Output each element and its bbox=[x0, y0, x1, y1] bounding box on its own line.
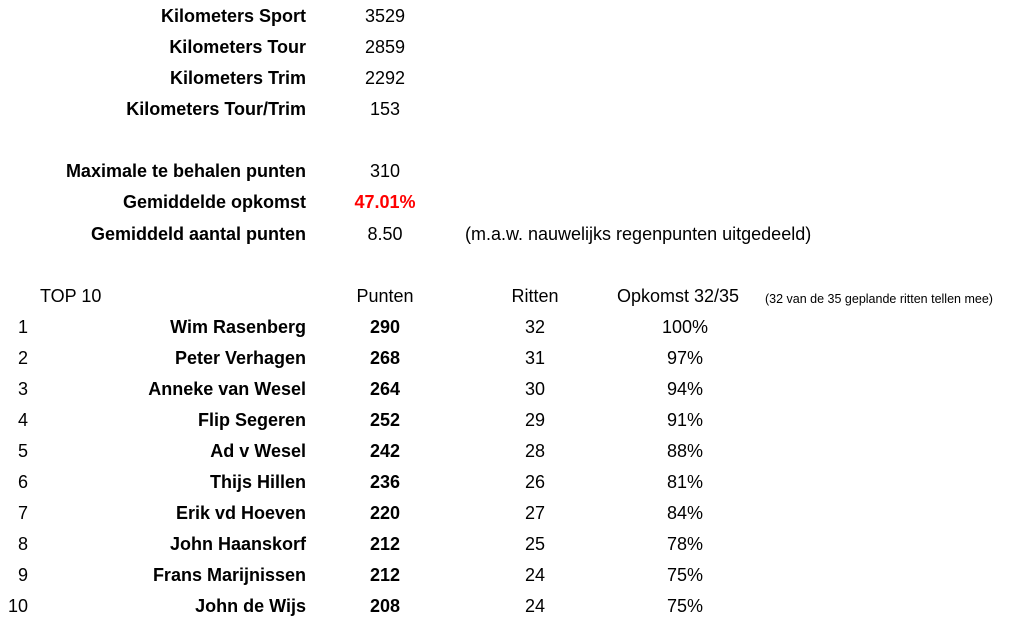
row-attendance: 81% bbox=[666, 472, 704, 492]
stat-value-avg-attendance: 47.01% bbox=[354, 192, 416, 212]
row-points: 290 bbox=[369, 317, 401, 337]
stat-value-avg-points: 8.50 bbox=[367, 224, 403, 244]
row-points: 242 bbox=[369, 441, 401, 461]
row-points: 212 bbox=[369, 534, 401, 554]
row-rides: 31 bbox=[524, 348, 546, 368]
row-rank: 9 bbox=[17, 565, 28, 585]
summary-value-sport: 3529 bbox=[364, 6, 406, 26]
stat-label-avg-points: Gemiddeld aantal punten bbox=[90, 224, 306, 244]
row-rides: 24 bbox=[524, 596, 546, 616]
row-attendance: 100% bbox=[661, 317, 709, 337]
header-rides: Ritten bbox=[511, 286, 559, 306]
row-name: Flip Segeren bbox=[197, 410, 306, 430]
row-attendance: 88% bbox=[666, 441, 704, 461]
row-rides: 28 bbox=[524, 441, 546, 461]
row-name: Frans Marijnissen bbox=[152, 565, 306, 585]
row-attendance: 75% bbox=[666, 596, 704, 616]
header-attendance: Opkomst 32/35 bbox=[617, 286, 740, 306]
stat-label-max-points: Maximale te behalen punten bbox=[65, 161, 306, 181]
row-name: Thijs Hillen bbox=[209, 472, 306, 492]
row-rides: 24 bbox=[524, 565, 546, 585]
stat-label-avg-attendance: Gemiddelde opkomst bbox=[122, 192, 306, 212]
row-points: 220 bbox=[369, 503, 401, 523]
summary-label-trim: Kilometers Trim bbox=[169, 68, 306, 88]
summary-value-tour: 2859 bbox=[364, 37, 406, 57]
row-points: 212 bbox=[369, 565, 401, 585]
row-rank: 6 bbox=[17, 472, 28, 492]
row-rides: 27 bbox=[524, 503, 546, 523]
summary-label-sport: Kilometers Sport bbox=[160, 6, 306, 26]
row-rides: 30 bbox=[524, 379, 546, 399]
row-name: Wim Rasenberg bbox=[170, 317, 306, 337]
row-name: Peter Verhagen bbox=[174, 348, 306, 368]
row-points: 252 bbox=[369, 410, 401, 430]
row-points: 236 bbox=[369, 472, 401, 492]
row-rank: 2 bbox=[17, 348, 28, 368]
row-attendance: 97% bbox=[666, 348, 704, 368]
row-points: 208 bbox=[369, 596, 401, 616]
row-rides: 32 bbox=[524, 317, 546, 337]
summary-label-tour-trim: Kilometers Tour/Trim bbox=[126, 99, 306, 119]
row-name: Anneke van Wesel bbox=[148, 379, 306, 399]
row-rank: 5 bbox=[17, 441, 28, 461]
row-rank: 8 bbox=[17, 534, 28, 554]
attendance-note: (32 van de 35 geplande ritten tellen mee) bbox=[765, 292, 993, 306]
stat-note-avg-points: (m.a.w. nauwelijks regenpunten uitgedeeld) bbox=[465, 224, 812, 244]
row-attendance: 91% bbox=[666, 410, 704, 430]
stat-value-max-points: 310 bbox=[369, 161, 401, 181]
header-points: Punten bbox=[356, 286, 414, 306]
top10-title: TOP 10 bbox=[40, 286, 102, 306]
row-rank: 3 bbox=[17, 379, 28, 399]
row-points: 264 bbox=[369, 379, 401, 399]
row-name: Erik vd Hoeven bbox=[175, 503, 306, 523]
row-points: 268 bbox=[369, 348, 401, 368]
row-attendance: 75% bbox=[666, 565, 704, 585]
summary-label-tour: Kilometers Tour bbox=[169, 37, 306, 57]
row-attendance: 94% bbox=[666, 379, 704, 399]
row-rides: 26 bbox=[524, 472, 546, 492]
row-name: Ad v Wesel bbox=[210, 441, 306, 461]
row-rides: 29 bbox=[524, 410, 546, 430]
row-attendance: 84% bbox=[666, 503, 704, 523]
row-rank: 4 bbox=[17, 410, 28, 430]
row-attendance: 78% bbox=[666, 534, 704, 554]
row-rank: 7 bbox=[17, 503, 28, 523]
summary-value-trim: 2292 bbox=[364, 68, 406, 88]
row-name: John Haanskorf bbox=[169, 534, 306, 554]
summary-value-tour-trim: 153 bbox=[369, 99, 401, 119]
row-name: John de Wijs bbox=[195, 596, 306, 616]
row-rank: 10 bbox=[7, 596, 28, 616]
row-rank: 1 bbox=[17, 317, 28, 337]
row-rides: 25 bbox=[524, 534, 546, 554]
